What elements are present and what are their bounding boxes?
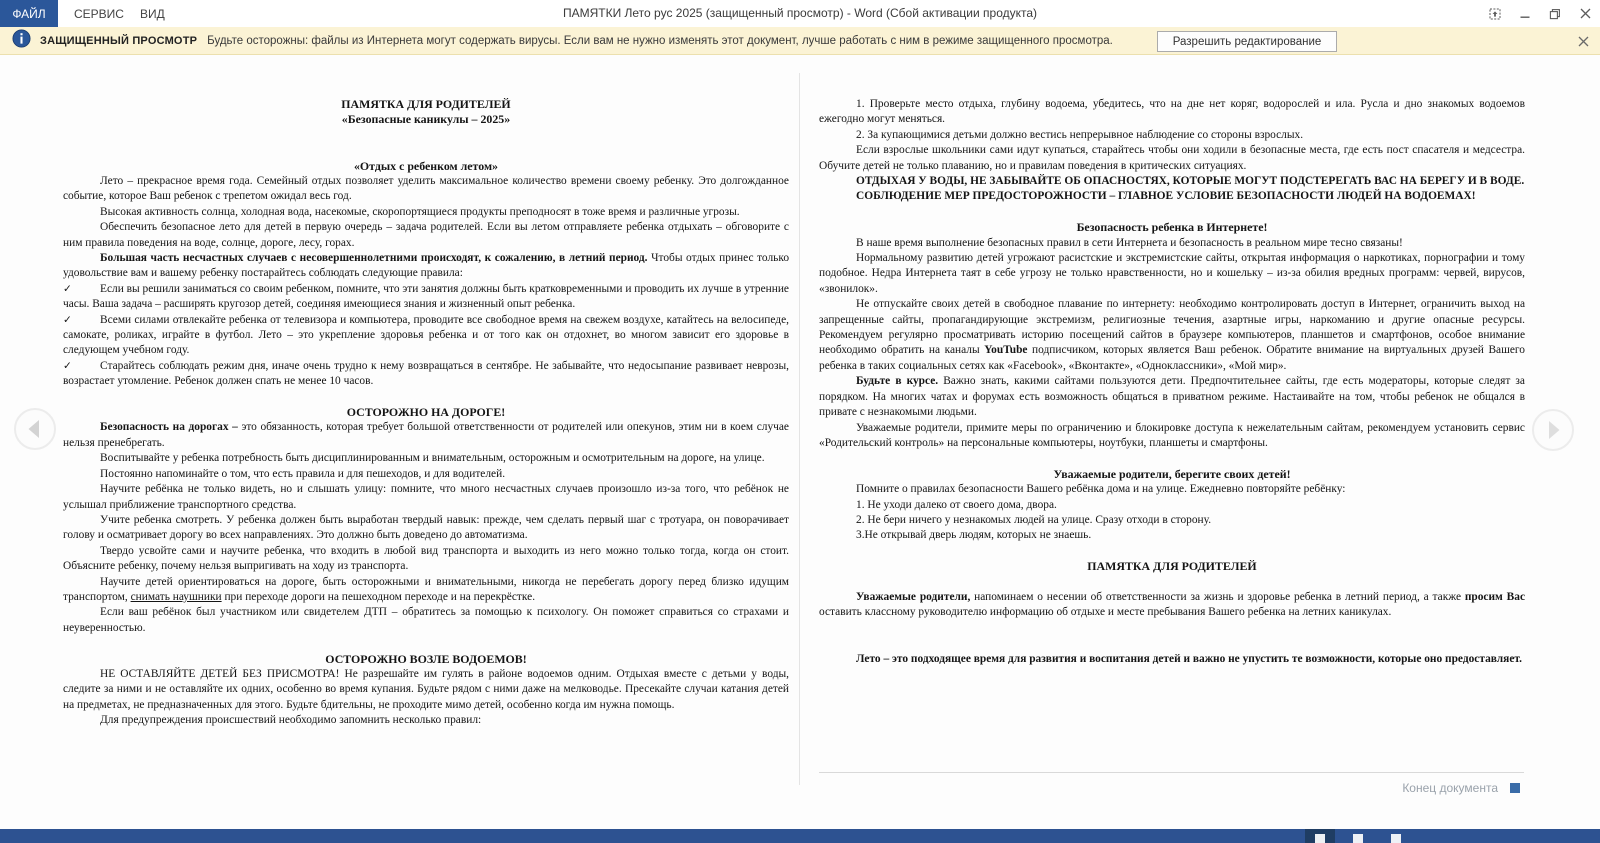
- enable-editing-button[interactable]: Разрешить редактирование: [1157, 31, 1337, 52]
- document-paragraph: Безопасность на дорогах – это обязанность, которая требует большой ответственности от родителей или опекунов, этим ни в коем случае нельзя пренебрегать.: [63, 421, 789, 449]
- blank-line: [63, 143, 789, 158]
- document-paragraph: ПАМЯТКА ДЛЯ РОДИТЕЛЕЙ: [341, 97, 511, 111]
- document-paragraph: 1. Проверьте место отдыха, глубину водоема, убедитесь, что на дне нет коряг, водорослей и ила. Русла и дно знакомых водоемов ежегодно могут меняться.: [819, 98, 1525, 126]
- document-paragraph: Помните о правилах безопасности Вашего ребёнка дома и на улице. Ежедневно повторяйте ребёнку:: [856, 483, 1346, 496]
- document-canvas: [0, 55, 1600, 829]
- document-paragraph: Научите ребёнка не только видеть, но и слышать улицу: помните, что много несчастных случаев произошло из-за того, что ребёнок не услышал приближение транспортного средства.: [63, 483, 789, 511]
- document-paragraph: Научите детей ориентироваться на дороге, быть осторожными и внимательными, никогда не перебегать дорогу перед близко идущим транспортом, снимать наушники при переходе дороги на пешеходном переходе и на перекрёстке.: [63, 575, 789, 603]
- document-paragraph: 2. За купающимися детьми должно вестись непрерывное наблюдение со стороны взрослых.: [856, 128, 1304, 141]
- minimize-button[interactable]: [1510, 0, 1540, 27]
- blank-line: [819, 544, 1525, 559]
- document-paragraph: «Безопасные каникулы – 2025»: [341, 112, 511, 127]
- document-paragraph: ОСТОРОЖНО ВОЗЛЕ ВОДОЕМОВ!: [325, 651, 527, 666]
- document-paragraph: ✓ Если вы решили заниматься со своим ребенком, помните, что эти занятия должны быть кратковременными и проводить их лучше в утренние часы. Ваша задача – расширять кругозор детей, соединяя имеющиеся знания и жизненный опыт ребенка.: [63, 282, 789, 311]
- end-of-document-label: Конец документа: [1402, 781, 1498, 795]
- document-paragraph: Уважаемые родители, напоминаем о несении об ответственности за жизнь и здоровье ребенка в летний период, а также просим Вас оставить классному руководителю информацию об отдыхе и месте пребывания Вашего ребенка на летних каникулах.: [819, 590, 1525, 619]
- web-layout-icon: [1391, 834, 1401, 843]
- right-page: [819, 97, 1525, 667]
- document-paragraph: СОБЛЮДЕНИЕ МЕР ПРЕДОСТОРОЖНОСТИ – ГЛАВНОЕ УСЛОВИЕ БЕЗОПАСНОСТИ ЛЮДЕЙ НА ВОДОЕМАХ!: [856, 190, 1476, 203]
- document-paragraph: «Отдых с ребенком летом»: [353, 158, 499, 173]
- ribbon-display-options-icon: [1489, 8, 1501, 20]
- chevron-right-icon: [1531, 408, 1575, 452]
- document-paragraph: Обеспечить безопасное лето для детей в первую очередь – задача родителей. Если вы летом отправляете ребенка отдыхать – обговорите с ним правила поведения на воде, солнце, дороге, лесу, горах.: [63, 221, 789, 249]
- end-of-document-row: [819, 781, 1524, 795]
- document-paragraph: Уважаемые родители, примите меры по ограничению и блокировке доступа к нежелательным сайтам, рекомендуем установить сервис «Родительский контроль» на персональные компьютеры, ноутбуки, планшеты и смартфоны.: [819, 421, 1525, 449]
- blank-line: [819, 575, 1525, 590]
- view-read-mode-button[interactable]: [1305, 829, 1335, 843]
- document-paragraph: Большая часть несчастных случаев с несовершеннолетними происходят, к сожалению, в летний период. Чтобы отдых принес только удовольствие вам и вашему ребенку постарайтесь соблюдать следующие правила:: [63, 252, 790, 280]
- blank-line: [63, 128, 789, 143]
- blank-line: [819, 636, 1525, 651]
- document-paragraph: Безопасность ребенка в Интернете!: [1076, 220, 1268, 235]
- restore-button[interactable]: [1540, 0, 1570, 27]
- blank-line: [819, 205, 1525, 220]
- document-paragraph: Лето – прекрасное время года. Семейный отдых позволяет уделить максимальное количество времени своему ребенку. Это долгожданное событие, которое Ваш ребенок с трепетом ожидал весь год.: [63, 175, 789, 203]
- tab-file-label: ФАЙЛ: [12, 6, 46, 21]
- document-paragraph: Если ваш ребёнок был участником или свидетелем ДТП – обратитесь за помощью к психологу. Он поможет справиться со страхами и неуверенностью.: [63, 606, 789, 634]
- blank-line: [63, 390, 789, 405]
- document-paragraph: ОТДЫХАЯ У ВОДЫ, НЕ ЗАБЫВАЙТЕ ОБ ОПАСНОСТЯХ, КОТОРЫЕ МОГУТ ПОДСТЕРЕГАТЬ ВАС НА БЕРЕГУ И В ВОДЕ.: [856, 175, 1525, 188]
- tab-service[interactable]: [62, 0, 136, 27]
- view-web-layout-button[interactable]: [1381, 829, 1411, 843]
- document-paragraph: ОСТОРОЖНО НА ДОРОГЕ!: [346, 405, 506, 420]
- chevron-left-icon: [13, 407, 57, 451]
- titlebar: [0, 0, 1600, 27]
- check-icon: ✓: [63, 359, 72, 372]
- document-paragraph: ✓ Старайтесь соблюдать режим дня, иначе очень трудно к нему возвращаться в сентябре. Не забывайте, что недосыпание развивает неврозы, возрастает утомление. Ребенок должен спать не менее 10 часов.: [63, 359, 789, 388]
- previous-page-button[interactable]: [13, 407, 57, 451]
- document-paragraph: Воспитывайте у ребенка потребность быть дисциплинированным и внимательным, осторожным и осмотрительным на дороге, на улице.: [100, 452, 765, 465]
- document-paragraph: НЕ ОСТАВЛЯЙТЕ ДЕТЕЙ БЕЗ ПРИСМОТРА! Не разрешайте им гулять в районе водоемов одним. Отдыхая вместе с детьми у воды, следите за ними и не оставляйте их одних, особенно во время купания. Будьте рядом с ними даже на мелководье. Пресекайте случаи катания детей на предметах, не предназначенных для этого. Будьте бдительны, не проходите мимо детей, особенно когда им нужна помощь.: [63, 667, 789, 711]
- document-paragraph: ✓ Всеми силами отвлекайте ребенка от телевизора и компьютера, проводите все свободное время на свежем воздухе, катайтесь на велосипеде, самокате, роликах, играйте в футбол. Лето – это укрепление здоровья ребенка и от того как он отдохнет, во многом зависит его здоровье в следующем учебном году.: [63, 313, 789, 357]
- read-mode-icon: [1315, 834, 1325, 843]
- document-paragraph: Будьте в курсе. Важно знать, какими сайтами пользуются дети. Предпочтительнее сайты, где есть модераторы, которые следят за порядком. На многих чатах и форумах есть возможность общаться в приватном режиме. Настаивайте на том, чтобы ребенок не общался в привате с незнакомыми людьми.: [819, 375, 1525, 419]
- shield-info-icon: [12, 29, 31, 53]
- document-paragraph: Высокая активность солнца, холодная вода, насекомые, скоропортящиеся продукты преподносят в тоже время и различные угрозы.: [100, 205, 740, 218]
- print-layout-icon: [1353, 834, 1363, 843]
- close-icon: [1578, 36, 1589, 47]
- close-window-button[interactable]: [1570, 0, 1600, 27]
- protected-view-bar: [0, 27, 1600, 55]
- document-paragraph: Уважаемые родители, берегите своих детей!: [1053, 466, 1291, 481]
- end-of-document-marker: [1510, 783, 1520, 793]
- close-icon: [1580, 8, 1591, 19]
- blank-line: [819, 451, 1525, 466]
- view-print-layout-button[interactable]: [1343, 829, 1373, 843]
- left-page: [63, 97, 789, 729]
- tab-view-label: ВИД: [140, 6, 165, 21]
- window-title: ПАМЯТКИ Лето рус 2025 (защищенный просмотр) - Word (Сбой активации продукта): [562, 6, 1038, 20]
- document-paragraph: Нормальному развитию детей угрожают расистские и экстремистские сайты, открытая информация о наркотиках, порнографии и тому подобное. Недра Интернета таят в себе угрозу не только нравственности, но и кошельку – из-за обилия вредных программ: червей, вирусов, «звонилок».: [819, 252, 1525, 295]
- minimize-icon: [1519, 8, 1531, 20]
- next-page-button[interactable]: [1531, 408, 1575, 452]
- document-paragraph: Твердо усвойте сами и научите ребенка, что входить в любой вид транспорта и выходить из него можно только тогда, когда он стоит. Объясните ребенку, почему нельзя выпригивать на ходу из транспорта.: [63, 544, 789, 573]
- document-paragraph: В наше время выполнение безопасных правил в сети Интернета и безопасность в реальном мире тесно связаны!: [856, 236, 1403, 249]
- status-bar: [0, 829, 1600, 843]
- dismiss-bar-button[interactable]: [1574, 32, 1592, 50]
- document-paragraph: Учите ребенка смотреть. У ребенка должен быть выработан твердый навык: прежде, чем сделать первый шаг с тротуара, он поворачивает голову и осматривает дорогу во всех направлениях. Это должно быть доведено до автоматизма.: [63, 513, 789, 542]
- document-paragraph: Не отпускайте своих детей в свободное плавание по интернету: необходимо контролировать доступ в Интернет, ограничить выход на запрещенные сайты, пропагандирующие экстремизм, религиозные течения, азартные игры, наркоманию и другие опасные ресурсы. Рекомендуем регулярно просматривать историю посещений сайтов в браузере компьютеров, планшетов и смартфонов, особое внимание необходимо обратить на каналы YouTube подписчиком, которых является Ваш ребенок. Обратите внимание на виртуальных друзей Вашего ребенка в таких социальных сетях как «Facebook», «Вконтакте», «Одноклассники», «Мой мир».: [819, 298, 1526, 372]
- tab-file[interactable]: [0, 0, 58, 27]
- blank-line: [819, 621, 1525, 636]
- ribbon-display-options-button[interactable]: [1480, 0, 1510, 27]
- document-paragraph: 1. Не уходи далеко от своего дома, двора.: [856, 498, 1057, 511]
- document-paragraph: Для предупреждения происшествий необходимо запомнить несколько правил:: [100, 714, 482, 727]
- document-paragraph: 3.Не открывай дверь людям, которых не знаешь.: [856, 529, 1092, 542]
- tab-service-label: СЕРВИС: [74, 6, 124, 21]
- tab-view[interactable]: [128, 0, 177, 27]
- check-icon: ✓: [63, 313, 72, 326]
- document-paragraph: Лето – это подходящее время для развития и воспитания детей и важно не упустить те возможности, которые оно предоставляет.: [856, 652, 1522, 665]
- end-of-document-line: [819, 772, 1524, 773]
- document-paragraph: Постоянно напоминайте о том, что есть правила и для пешеходов, и для водителей.: [100, 467, 506, 480]
- protected-view-label: ЗАЩИЩЕННЫЙ ПРОСМОТР: [40, 34, 198, 47]
- page-column-divider: [799, 73, 800, 785]
- blank-line: [63, 636, 789, 651]
- check-icon: ✓: [63, 282, 72, 295]
- document-paragraph: ПАМЯТКА ДЛЯ РОДИТЕЛЕЙ: [1087, 559, 1257, 574]
- document-paragraph: 2. Не бери ничего у незнакомых людей на улице. Сразу отходи в сторону.: [856, 513, 1212, 526]
- restore-icon: [1549, 8, 1561, 20]
- protected-view-message: Будьте осторожны: файлы из Интернета могут содержать вирусы. Если вам не нужно изменять этот документ, лучше работать с ним в режиме защищенного просмотра.: [207, 34, 1113, 47]
- document-paragraph: Если взрослые школьники сами идут купаться, старайтесь чтобы они ходили в безопасные места, где есть пост спасателя и медсестра. Обучите детей не только плаванию, но и правилам поведения в критических ситуациях.: [819, 144, 1525, 172]
